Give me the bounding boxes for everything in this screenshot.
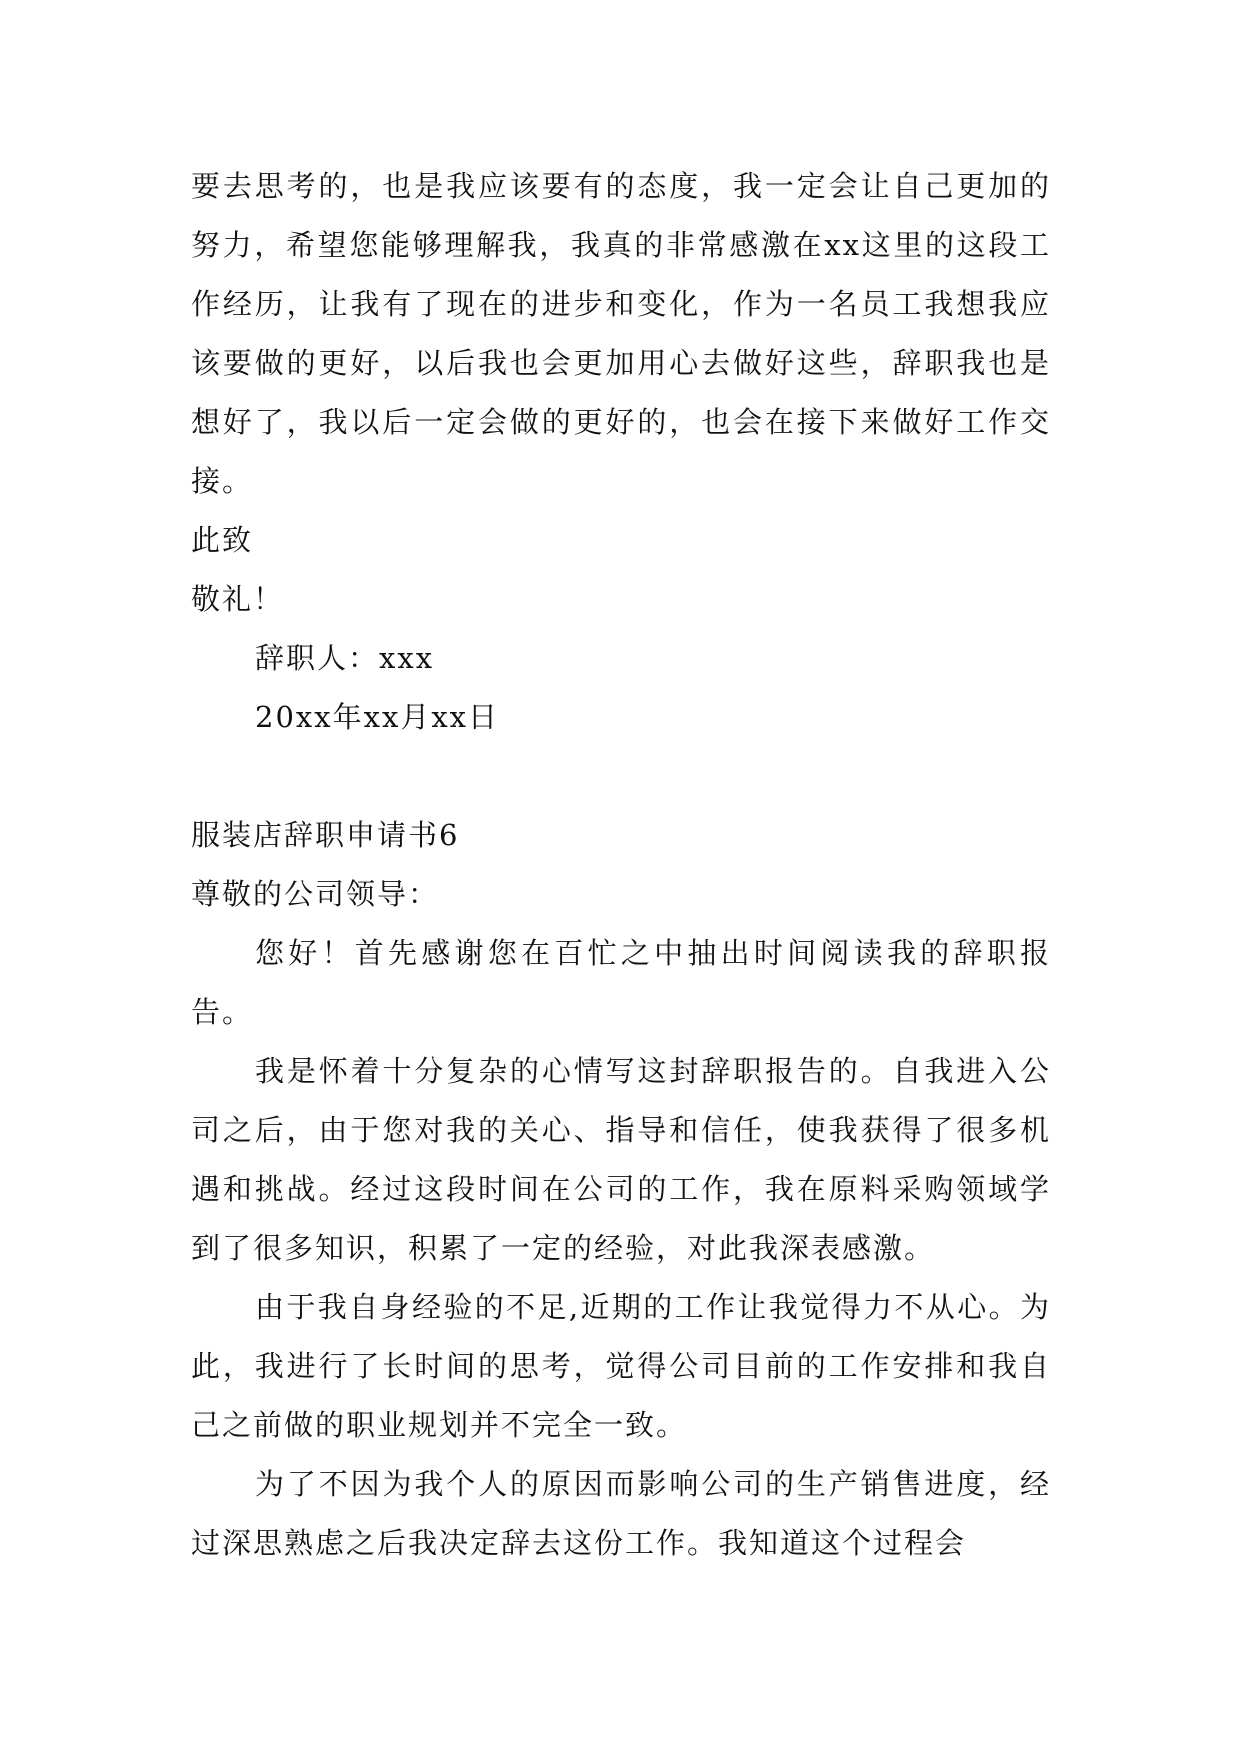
letter-title: 服装店辞职申请书6 bbox=[191, 818, 460, 852]
letter-paragraph: 您好！首先感谢您在百忙之中抽出时间阅读我的辞职报告。 bbox=[191, 936, 1051, 1029]
letter-paragraph: 我是怀着十分复杂的心情写这封辞职报告的。自我进入公司之后，由于您对我的关心、指导和信任，使我获得了很多机遇和挑战。经过这段时间在公司的工作，我在原料采购领域学到了很多知识，积累了一定的经验，对此我深表感激。 bbox=[191, 1054, 1051, 1265]
prev-letter-closing-paragraph: 要去思考的，也是我应该要有的态度，我一定会让自己更加的努力，希望您能够理解我，我真的非常感激在xx这里的这段工作经历，让我有了现在的进步和变化，作为一名员工我想我应该要做的更好，以后我也会更加用心去做好这些，辞职我也是想好了，我以后一定会做的更好的，也会在接下来做好工作交接。 bbox=[191, 169, 1051, 498]
letter-salutation: 尊敬的公司领导： bbox=[191, 877, 440, 911]
letter-paragraph: 由于我自身经验的不足,近期的工作让我觉得力不从心。为此，我进行了长时间的思考，觉得公司目前的工作安排和我自己之前做的职业规划并不完全一致。 bbox=[191, 1290, 1051, 1442]
letter-paragraph: 为了不因为我个人的原因而影响公司的生产销售进度，经过深思熟虑之后我决定辞去这份工作。我知道这个过程会 bbox=[191, 1467, 1051, 1560]
closing-line-1: 此致 bbox=[191, 523, 254, 557]
date-line: 20xx年xx月xx日 bbox=[255, 700, 500, 734]
closing-line-2: 敬礼！ bbox=[191, 582, 285, 616]
document-body bbox=[191, 157, 1051, 1573]
signature-line: 辞职人：xxx bbox=[255, 641, 435, 675]
